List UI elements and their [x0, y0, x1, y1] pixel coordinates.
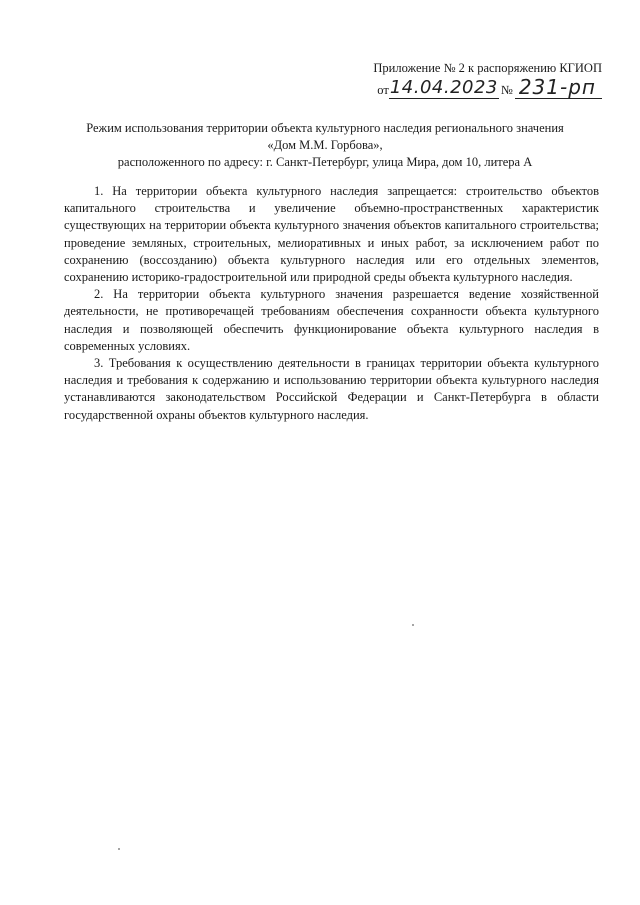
paragraph-3: 3. Требования к осуществлению деятельности в границах территории объекта культурного наследия и требования к содержанию и использованию территории объекта культурного наследия устанавливаются законодательством Российской Федерации и Санкт-Петербурга в области государственной охраны объектов культурного наследия. — [64, 356, 599, 422]
appendix-title: Приложение № 2 к распоряжению КГИОП — [373, 61, 602, 75]
title-line-1: Режим использования территории объекта культурного наследия регионального значения — [86, 121, 564, 135]
handwritten-order-number: 231-рп — [515, 77, 602, 99]
handwritten-date: 14.04.2023 — [389, 77, 498, 98]
document-title — [50, 120, 600, 171]
scan-speck — [412, 624, 414, 626]
title-line-3: расположенного по адресу: г. Санкт-Петербург, улица Мира, дом 10, литера А — [117, 155, 533, 169]
scan-speck — [118, 848, 120, 850]
appendix-date-number-line — [342, 77, 602, 99]
appendix-header — [342, 60, 602, 99]
paragraph-2: 2. На территории объекта культурного значения разрешается ведение хозяйственной деятельности, не противоречащей требованиям обеспечения сохранности объекта культурного наследия и позволяющей обеспечить функционирование объекта культурного наследия в современных условиях. — [64, 287, 599, 353]
document-body — [64, 183, 599, 424]
title-line-2: «Дом М.М. Горбова», — [267, 138, 383, 152]
number-sign: № — [500, 83, 513, 97]
paragraph-1: 1. На территории объекта культурного наследия запрещается: строительство объектов капитального строительства и увеличение объемно-пространственных характеристик существующих на территории объекта культурного значения объектов капитального строительства; проведение земляных, строительных, мелиоративных и иных работ, за исключением работ по сохранению (воссозданию) объекта культурного наследия или его отдельных элементов, сохранению историко-градостроительной или природной среды объекта культурного наследия. — [64, 184, 599, 285]
from-label: от — [377, 83, 389, 97]
